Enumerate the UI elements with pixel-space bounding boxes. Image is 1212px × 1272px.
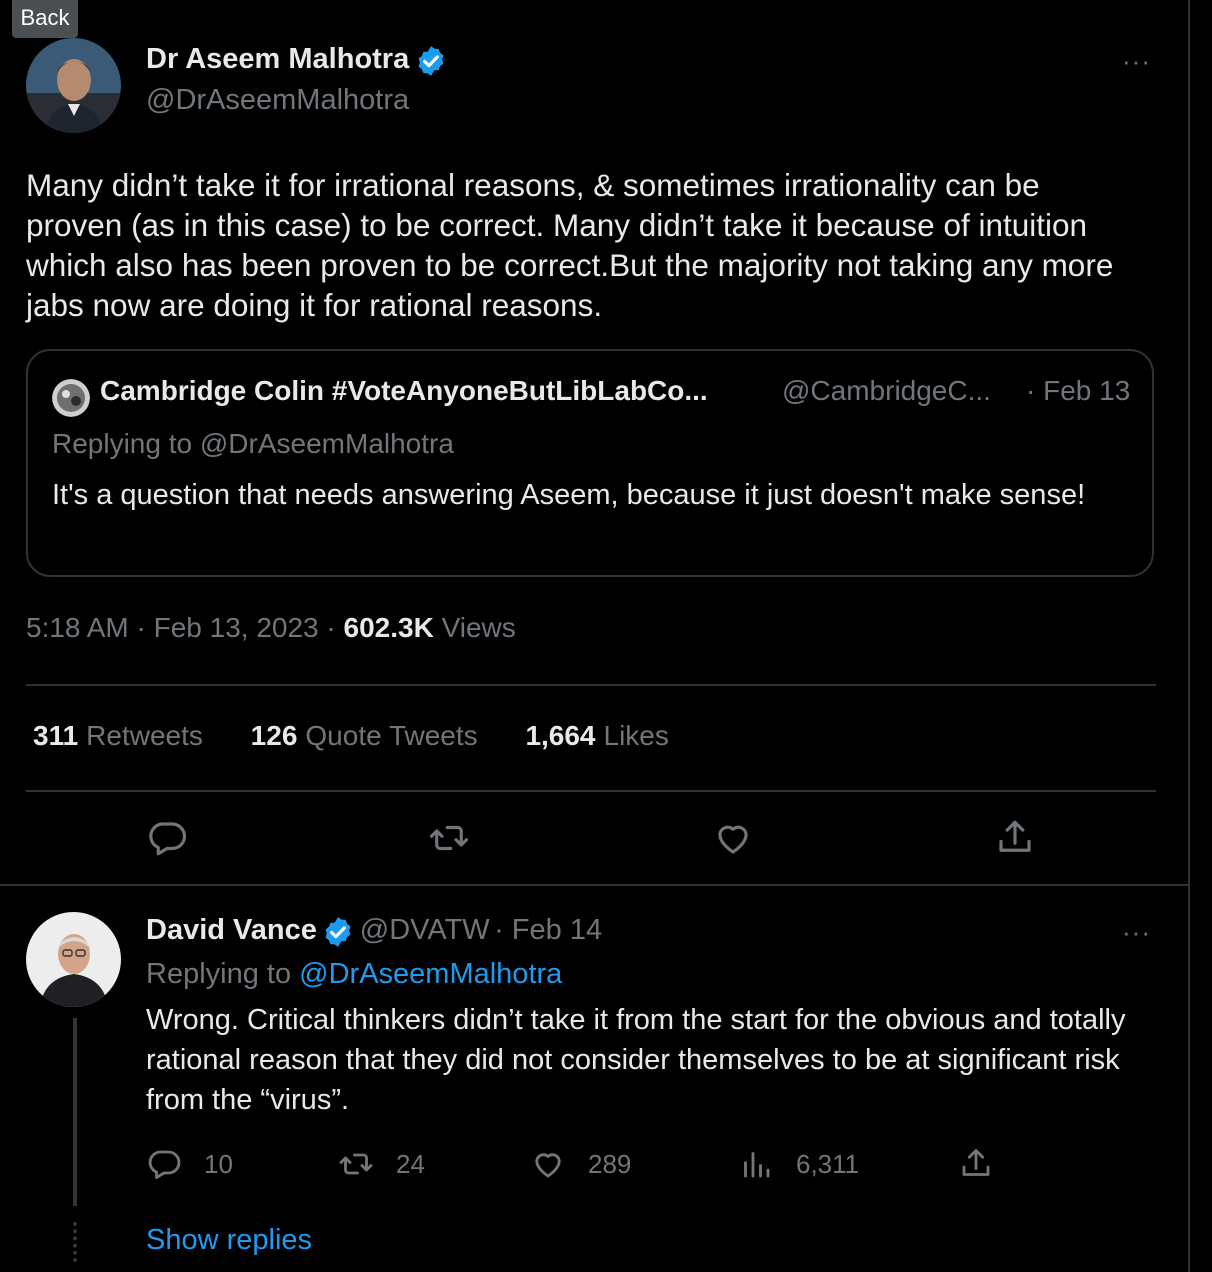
author-avatar-image [26, 38, 121, 133]
reply-text: Wrong. Critical thinkers didn’t take it from the start for the obvious and totally rational reason that they did not consider themselves to be at significant risk from the “virus”. [146, 1004, 1126, 1116]
reply-author-avatar[interactable] [26, 912, 121, 1007]
quoted-author-handle: @CambridgeC... [782, 375, 991, 406]
retweet-icon [338, 1146, 374, 1182]
tweet-text: Many didn’t take it for irrational reasons, & sometimes irrationality can be proven (as in this case) to be correct. Many didn’t take it because of intuition which also has been proven to be correct.But the majority not taking any more jabs now are doing it for rational reasons. [26, 167, 1114, 323]
author-header [146, 43, 448, 83]
quoted-text: It's a question that needs answering Aseem, because it just doesn't make sense! [52, 479, 1086, 511]
reply-count: 10 [204, 1148, 233, 1179]
reply-author-handle[interactable]: @DVATW [359, 914, 490, 946]
more-options-icon[interactable]: ··· [1122, 46, 1151, 76]
quotes-label: Quote Tweets [305, 720, 478, 751]
reply-author-avatar-image [26, 912, 121, 1007]
retweets-label: Retweets [86, 720, 203, 751]
divider [26, 684, 1156, 686]
reply-retweet-action[interactable] [338, 1146, 425, 1182]
thread-line [73, 1018, 77, 1206]
quoted-replying-to [52, 428, 454, 460]
like-icon [530, 1146, 566, 1182]
likes-stat[interactable] [525, 720, 668, 751]
reply-like-action[interactable] [530, 1146, 631, 1182]
reply-views-action[interactable] [738, 1146, 859, 1182]
share-icon [958, 1146, 994, 1182]
back-button[interactable]: Back [12, 0, 78, 38]
verified-badge-icon [321, 915, 355, 954]
engagement-stats [33, 720, 709, 752]
reply-share-action[interactable] [958, 1146, 1016, 1182]
timeline-border [1188, 0, 1190, 1272]
quoted-header [100, 375, 708, 407]
like-icon[interactable] [712, 817, 754, 859]
like-count: 289 [588, 1148, 632, 1179]
view-count: 6,311 [796, 1148, 860, 1179]
views-label: Views [433, 612, 516, 643]
reply-more-options-icon[interactable]: ··· [1122, 917, 1151, 947]
reply-replying-to [146, 958, 562, 991]
quotes-count: 126 [250, 720, 298, 751]
reply-replying-prefix: Replying to [146, 958, 300, 990]
show-replies-link[interactable]: Show replies [146, 1224, 313, 1256]
tweet-separator [0, 884, 1188, 886]
quote-tweets-stat[interactable] [251, 720, 478, 751]
retweet-count: 24 [396, 1148, 425, 1179]
tweet-meta [26, 612, 516, 644]
reply-reply-action[interactable] [146, 1146, 233, 1182]
quoted-author-name: Cambridge Colin #VoteAnyoneButLibLabCo... [100, 375, 708, 406]
retweet-icon[interactable] [428, 817, 470, 859]
reply-author-name[interactable]: David Vance [146, 914, 317, 946]
likes-count: 1,664 [525, 720, 596, 751]
reply-icon [146, 1146, 182, 1182]
quoted-replying-handle: @DrAseemMalhotra [199, 428, 454, 459]
reply-replying-handle-link[interactable]: @DrAseemMalhotra [299, 958, 563, 990]
verified-badge-icon [414, 44, 448, 83]
retweets-count: 311 [33, 720, 79, 751]
reply-header [146, 914, 602, 954]
views-icon [738, 1146, 774, 1182]
thread-dots [73, 1222, 77, 1262]
author-avatar[interactable] [26, 38, 121, 133]
retweets-stat[interactable] [33, 720, 203, 751]
tweet-timestamp[interactable]: 5:18 AM · Feb 13, 2023 · [26, 612, 344, 643]
likes-label: Likes [603, 720, 669, 751]
author-handle[interactable]: @DrAseemMalhotra [146, 84, 410, 116]
author-name[interactable]: Dr Aseem Malhotra [146, 43, 410, 75]
reply-icon[interactable] [146, 817, 188, 859]
reply-date[interactable]: · Feb 14 [494, 914, 603, 946]
views-count: 602.3K [343, 612, 434, 643]
share-icon[interactable] [994, 817, 1036, 859]
divider [26, 790, 1156, 792]
quoted-author-avatar [52, 379, 90, 417]
quoted-date: · Feb 13 [1026, 375, 1131, 406]
quoted-replying-prefix: Replying to [52, 428, 200, 459]
